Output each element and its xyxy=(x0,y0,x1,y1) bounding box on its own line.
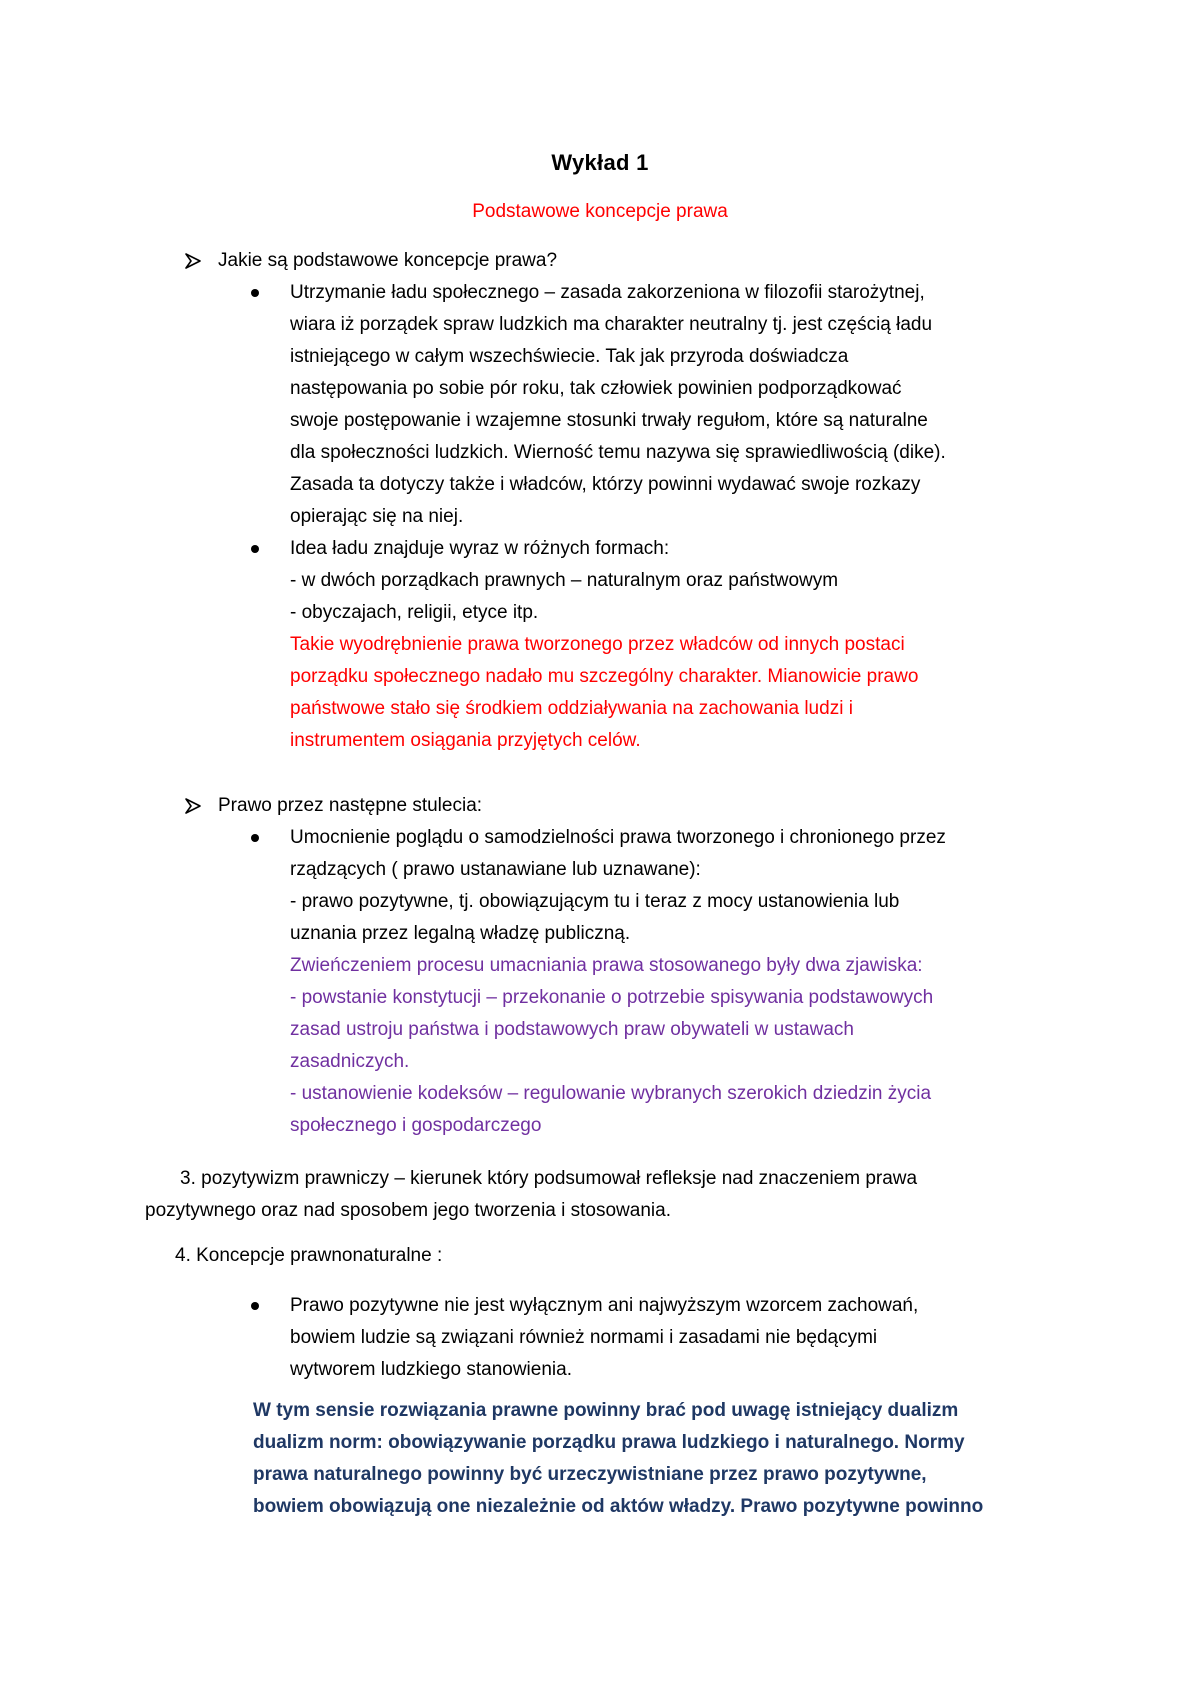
highlight-line: - ustanowienie kodeksów – regulowanie wybranych szerokich dziedzin życia xyxy=(290,1083,932,1104)
arrow-bullet-icon xyxy=(184,252,202,270)
item4-bullet1 xyxy=(290,1290,918,1386)
text-line: - w dwóch porządkach prawnych – naturalnym oraz państwowym xyxy=(290,570,839,591)
section1-bullet2 xyxy=(290,533,918,757)
bullet-icon xyxy=(251,1302,259,1310)
highlight-line: porządku społecznego nadało mu szczególny charakter. Mianowicie prawo xyxy=(290,666,919,687)
text-line: wytworem ludzkiego stanowienia. xyxy=(290,1359,572,1380)
document-title: Wykład 1 xyxy=(551,150,649,175)
text-line: Prawo pozytywne nie jest wyłącznym ani najwyższym wzorcem zachowań, xyxy=(290,1295,919,1316)
text-line: - prawo pozytywne, tj. obowiązującym tu i teraz z mocy ustanowienia lub xyxy=(290,891,900,912)
text-line: następowania po sobie pór roku, tak człowiek powinien podporządkować xyxy=(290,378,902,399)
text-line: dla społeczności ludzkich. Wierność temu nazywa się sprawiedliwością (dike). xyxy=(290,442,946,463)
text-line: Zasada ta dotyczy także i władców, którzy powinni wydawać swoje rozkazy xyxy=(290,474,921,495)
bullet-icon xyxy=(251,545,259,553)
item3-line1: 3. pozytywizm prawniczy – kierunek który podsumował refleksje nad znaczeniem prawa xyxy=(180,1168,918,1189)
highlight-line: W tym sensie rozwiązania prawne powinny brać pod uwagę istniejący dualizm xyxy=(253,1400,959,1421)
item4-navy-paragraph xyxy=(253,1395,983,1523)
text-line: istniejącego w całym wszechświecie. Tak jak przyroda doświadcza xyxy=(290,346,849,367)
highlight-line: - powstanie konstytucji – przekonanie o potrzebie spisywania podstawowych xyxy=(290,987,934,1008)
text-line: Utrzymanie ładu społecznego – zasada zakorzeniona w filozofii starożytnej, xyxy=(290,282,925,303)
bullet-icon xyxy=(251,289,259,297)
document-subtitle: Podstawowe koncepcje prawa xyxy=(472,201,728,222)
text-line: bowiem ludzie są związani również normami i zasadami nie będącymi xyxy=(290,1327,878,1348)
highlight-line: instrumentem osiągania przyjętych celów. xyxy=(290,730,641,751)
highlight-line: Zwieńczeniem procesu umacniania prawa stosowanego były dwa zjawiska: xyxy=(290,955,923,976)
text-line: uznania przez legalną władzę publiczną. xyxy=(290,923,631,944)
bullet-icon xyxy=(251,834,259,842)
arrow-bullet-icon xyxy=(184,797,202,815)
section1-bullet1 xyxy=(290,277,946,533)
text-line: swoje postępowanie i wzajemne stosunki trwały regułom, które są naturalne xyxy=(290,410,928,431)
item3-line2: pozytywnego oraz nad sposobem jego tworzenia i stosowania. xyxy=(145,1200,671,1221)
section2-bullet1 xyxy=(290,822,946,1142)
section1-heading: Jakie są podstawowe koncepcje prawa? xyxy=(218,250,558,271)
text-line: opierając się na niej. xyxy=(290,506,464,527)
highlight-line: bowiem obowiązują one niezależnie od aktów władzy. Prawo pozytywne powinno xyxy=(253,1496,984,1517)
item4-heading: 4. Koncepcje prawnonaturalne : xyxy=(175,1245,443,1266)
highlight-line: prawa naturalnego powinny być urzeczywistniane przez prawo pozytywne, xyxy=(253,1464,927,1485)
highlight-line: państwowe stało się środkiem oddziaływania na zachowania ludzi i xyxy=(290,698,853,719)
text-line: Umocnienie poglądu o samodzielności prawa tworzonego i chronionego przez xyxy=(290,827,946,848)
text-line: - obyczajach, religii, etyce itp. xyxy=(290,602,539,623)
highlight-line: zasadniczych. xyxy=(290,1051,410,1072)
highlight-line: zasad ustroju państwa i podstawowych praw obywateli w ustawach xyxy=(290,1019,854,1040)
text-line: wiara iż porządek spraw ludzkich ma charakter neutralny tj. jest częścią ładu xyxy=(290,314,933,335)
text-line: Idea ładu znajduje wyraz w różnych formach: xyxy=(290,538,670,559)
section2-heading: Prawo przez następne stulecia: xyxy=(218,795,483,816)
highlight-line: dualizm norm: obowiązywanie porządku prawa ludzkiego i naturalnego. Normy xyxy=(253,1432,965,1453)
text-line: rządzących ( prawo ustanawiane lub uznawane): xyxy=(290,859,701,880)
highlight-line: Takie wyodrębnienie prawa tworzonego przez władców od innych postaci xyxy=(290,634,905,655)
highlight-line: społecznego i gospodarczego xyxy=(290,1115,542,1136)
